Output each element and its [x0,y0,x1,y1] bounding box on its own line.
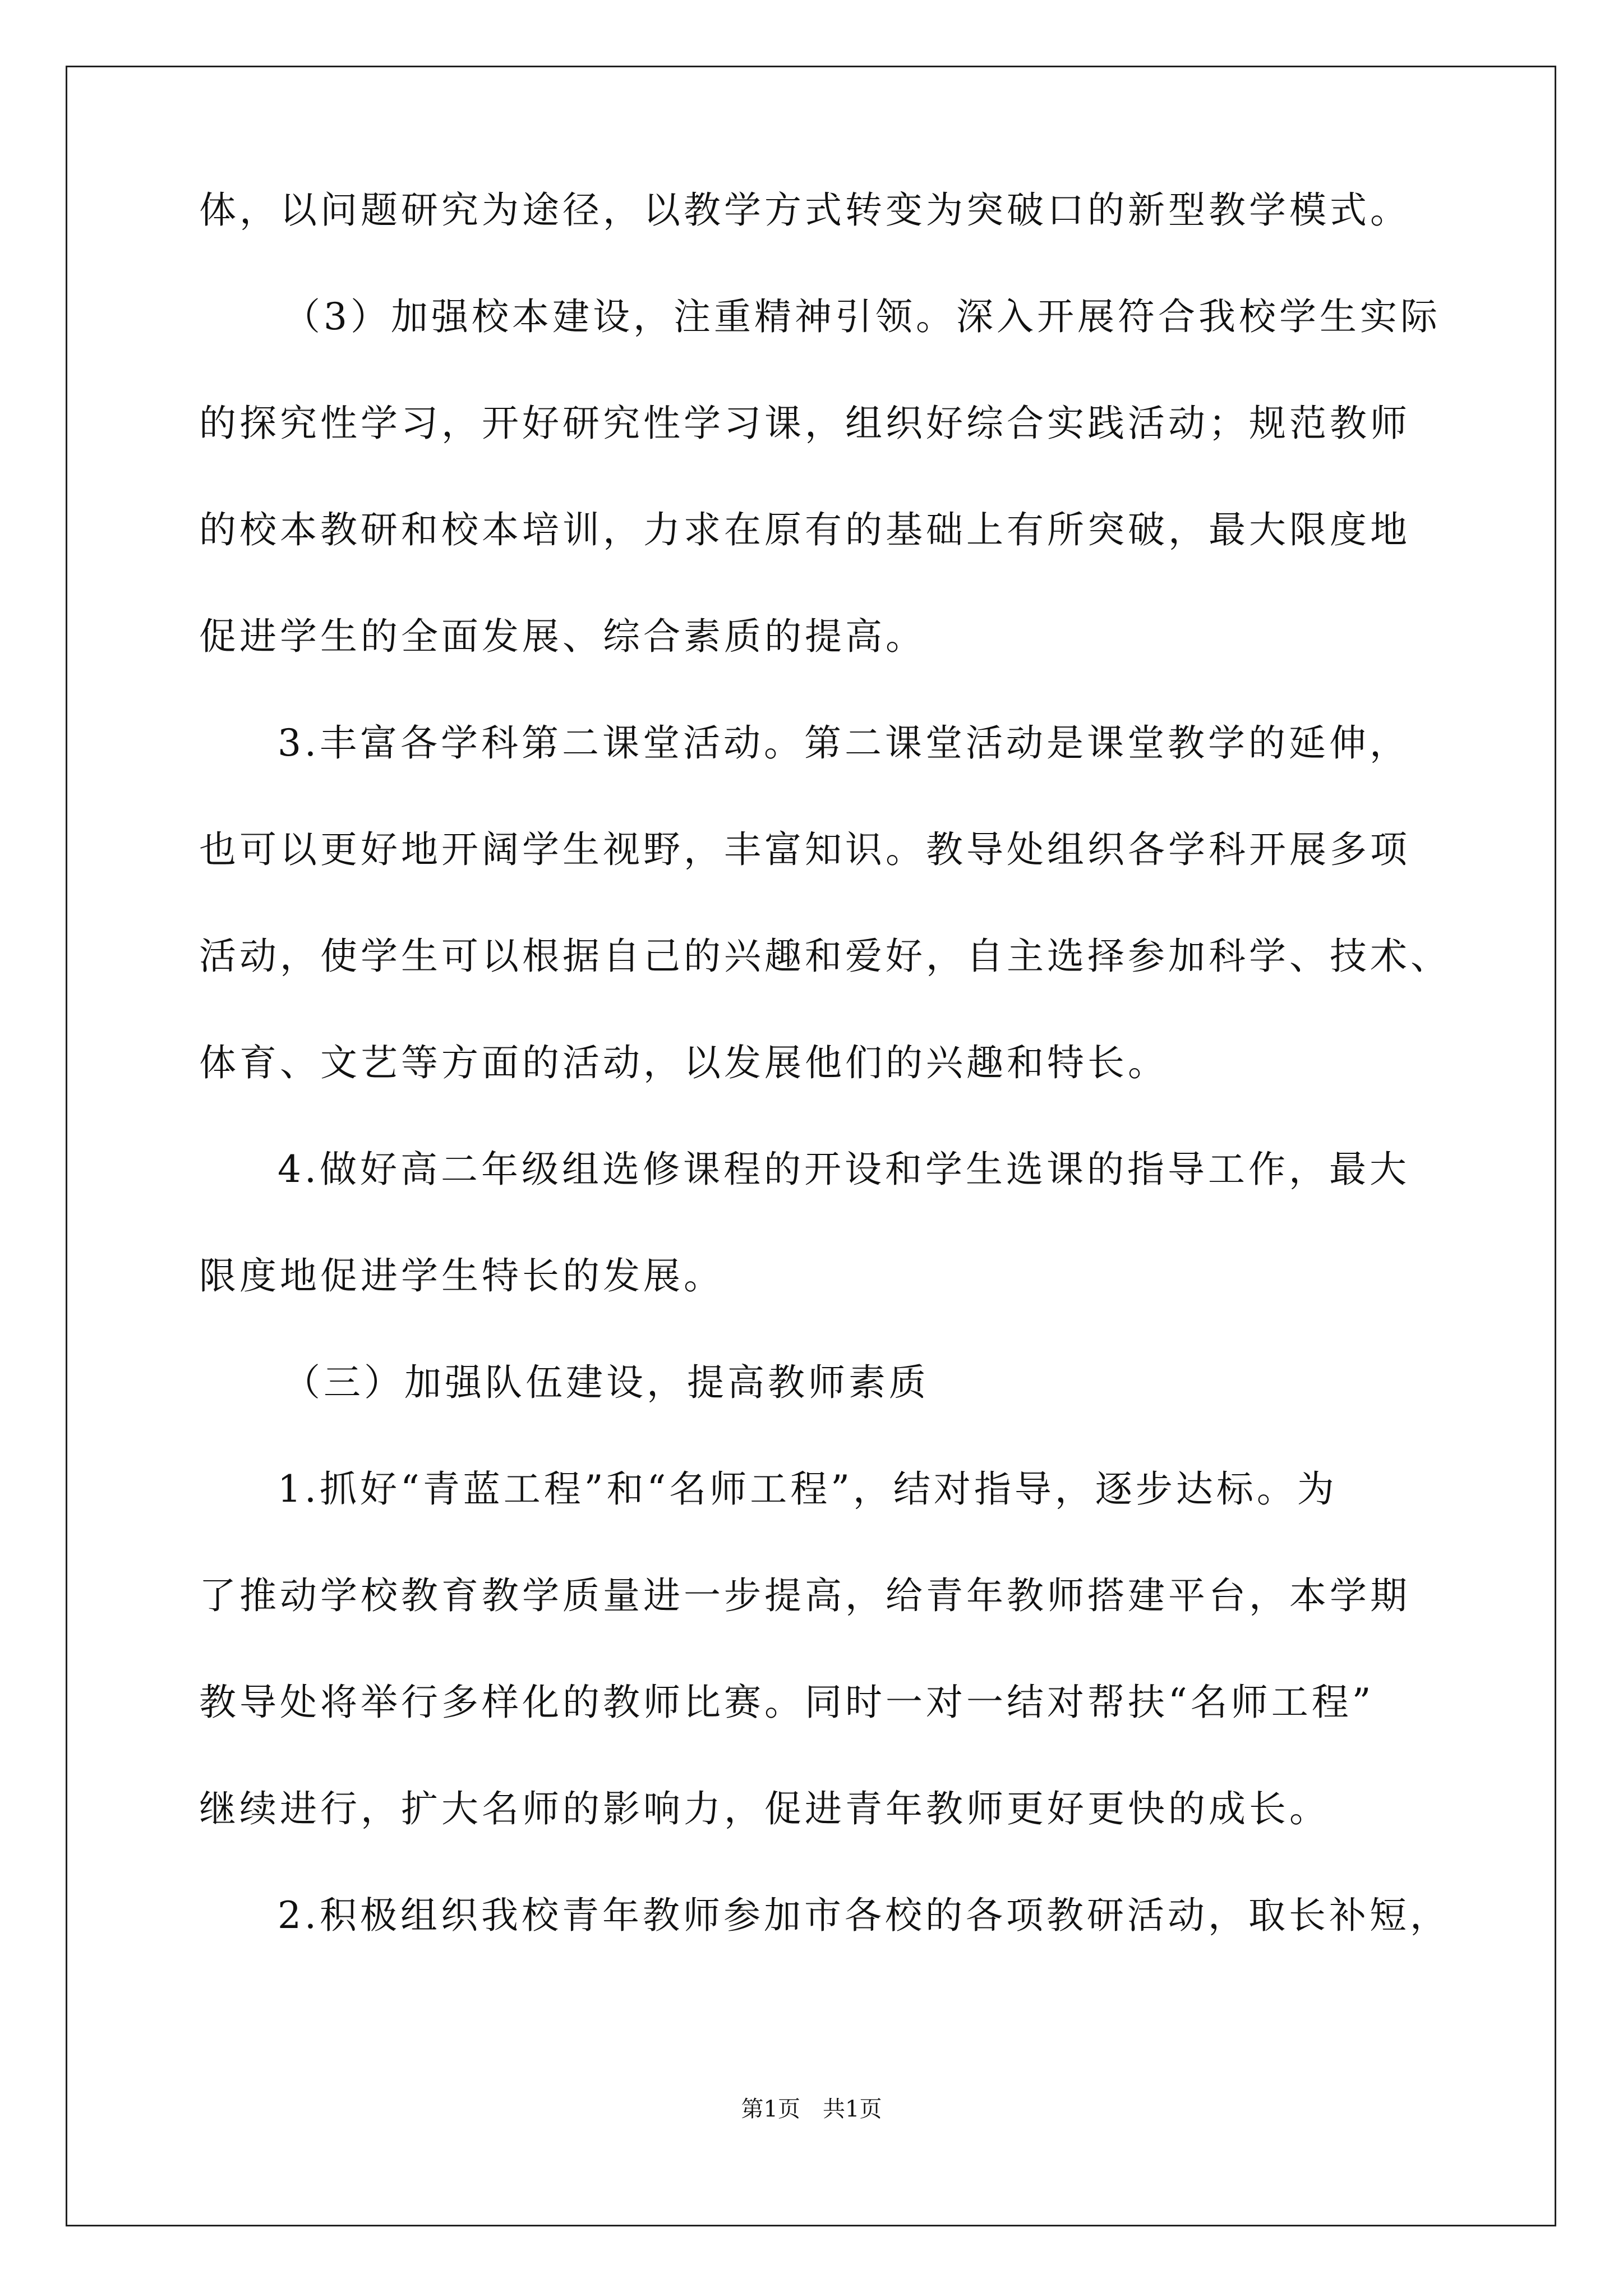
text-line: 限度地促进学生特长的发展。 [199,1254,724,1297]
text-line: 教导处将举行多样化的教师比赛。同时一对一结对帮扶“名师工程” [199,1681,1375,1724]
text-line: 2.积极组织我校青年教师参加市各校的各项教研活动，取长补短， [278,1894,1450,1937]
text-line: 体，以问题研究为途径，以教学方式转变为突破口的新型教学模式。 [199,188,1410,232]
text-line: 了推动学校教育教学质量进一步提高，给青年教师搭建平台，本学期 [199,1574,1410,1617]
text-line: 的校本教研和校本培训，力求在原有的基础上有所突破，最大限度地 [199,508,1410,551]
text-line: 3.丰富各学科第二课堂活动。第二课堂活动是课堂教学的延伸， [278,721,1410,765]
page-footer: 第1页 共1页 [741,2096,882,2122]
section-heading: （三）加强队伍建设，提高教师素质 [283,1361,929,1404]
text-line: 促进学生的全面发展、综合素质的提高。 [199,615,926,658]
text-line: 体育、文艺等方面的活动，以发展他们的兴趣和特长。 [199,1041,1168,1084]
text-line: 也可以更好地开阔学生视野，丰富知识。教导处组织各学科开展多项 [199,828,1410,871]
text-line: 的探究性学习，开好研究性学习课，组织好综合实践活动；规范教师 [199,402,1410,445]
text-line: 1.抓好“青蓝工程”和“名师工程”，结对指导，逐步达标。为 [278,1467,1338,1511]
text-line: 继续进行，扩大名师的影响力，促进青年教师更好更快的成长。 [199,1787,1330,1830]
text-line: 4.做好高二年级组选修课程的开设和学生选课的指导工作，最大 [278,1148,1410,1191]
text-line: （3）加强校本建设，注重精神引领。深入开展符合我校学生实际 [283,295,1441,338]
text-line: 活动，使学生可以根据自己的兴趣和爱好，自主选择参加科学、技术、 [199,935,1451,978]
